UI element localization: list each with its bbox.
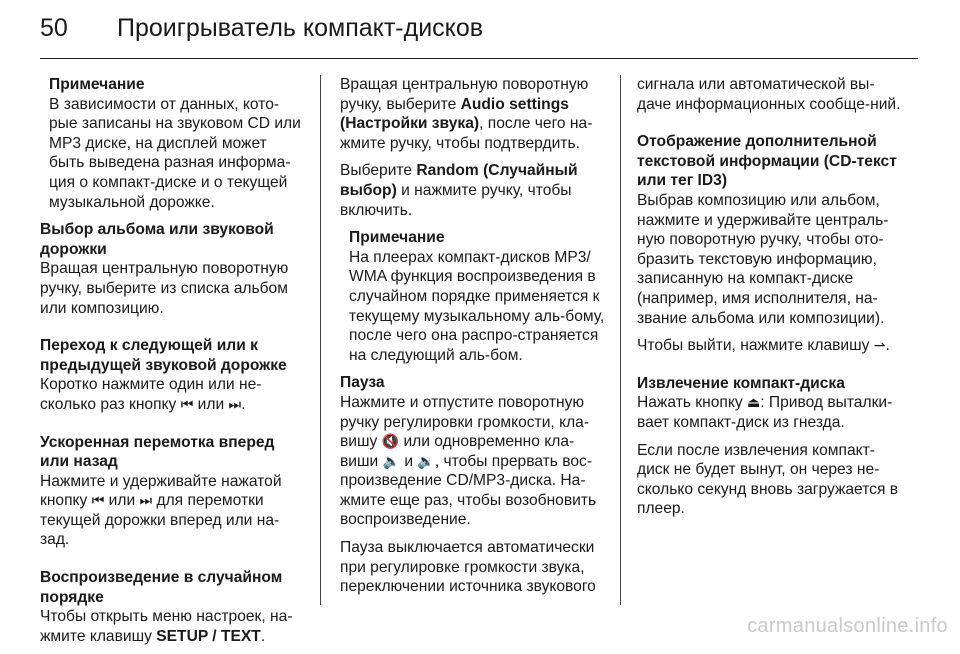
column-divider — [620, 75, 621, 605]
section-fast-forward — [40, 433, 306, 551]
section-title: Извлечение компакт-диска — [637, 374, 845, 392]
back-arrow-icon: ⇀ — [873, 337, 886, 354]
or-text: или — [108, 492, 136, 510]
paragraph — [340, 75, 606, 153]
section-album-select — [40, 220, 306, 318]
key-label: Audio settings (Настройки звука) — [340, 95, 569, 133]
key-label: SETUP / TEXT — [156, 627, 261, 645]
text: Нажать кнопку — [637, 394, 743, 412]
paragraph: сигнала или автоматической вы-даче информационных сообще-ний. — [637, 76, 901, 113]
section-title: Воспроизведение в случайном порядке — [40, 569, 283, 606]
section-text: Коротко нажмите один или не-сколько раз кнопку — [40, 376, 262, 413]
watermark: carmanualsonline.info — [747, 615, 948, 637]
paragraph — [340, 161, 606, 220]
text: , после чего на-жмите ручку, чтобы подтвердить. — [340, 115, 593, 152]
section-title: Переход к следующей или к предыдущей звуковой дорожке — [40, 337, 287, 374]
text: и нажмите ручку, чтобы включить. — [340, 181, 572, 219]
section-text: для перемотки текущей дорожки вперед или на-зад. — [40, 492, 280, 549]
section-text: Выбрав композицию или альбом, нажмите и удерживайте централь-ную поворотную ручку, чтобы ото-бразить текстовую информацию, записанную на компакт-диске (например, имя исполнителя, на-звание альбома или композиции). — [637, 191, 889, 327]
section-random — [40, 568, 306, 646]
note-block — [40, 75, 306, 212]
page-header — [0, 0, 960, 56]
column-3 — [637, 75, 907, 527]
text: или одновременно кла-виши — [340, 433, 575, 470]
mute-icon: 🔇 — [381, 433, 400, 450]
volume-up-icon: 🔈 — [382, 452, 400, 469]
note-block — [340, 228, 606, 365]
page-number: 50 — [40, 14, 68, 42]
header-rule — [40, 58, 918, 59]
section-pause — [340, 373, 606, 530]
skip-forward-icon: ⏭ — [139, 492, 153, 509]
key-label: Random (Случайный выбор) — [340, 162, 578, 199]
section-cd-text — [637, 132, 907, 328]
section-title: Выбор альбома или звуковой дорожки — [40, 221, 274, 258]
text: Нажмите и отпустите поворотную ручку регулировки громкости, кла-вишу — [340, 393, 590, 451]
or-text: или — [197, 395, 225, 413]
note-title: Примечание — [349, 229, 445, 247]
page-title: Проигрыватель компакт-дисков — [117, 14, 484, 42]
skip-back-icon: ⏮ — [91, 492, 105, 509]
volume-down-icon: 🔉 — [417, 452, 435, 469]
text: Вращая центральную поворотную ручку, выберите — [340, 76, 589, 113]
punct: . — [260, 627, 266, 645]
skip-back-icon: ⏮ — [180, 395, 194, 412]
paragraph: Пауза выключается автоматически при регулировке громкости звука, переключении источника звукового — [340, 539, 596, 596]
section-title: Пауза — [340, 374, 385, 392]
column-divider — [320, 75, 321, 605]
text: Выберите — [340, 162, 413, 180]
section-track-skip: Переход к следующей или к предыдущей звуковой дорожке Коротко нажмите один или не-сколько раз кнопку ⏮ или ⏭. — [40, 336, 306, 414]
paragraph: Чтобы выйти, нажмите клавишу ⇀. — [637, 337, 890, 355]
text: , чтобы прервать вос-произведение CD/MP3-диска. На-жмите еще раз, чтобы возобновить воспроизведение. — [340, 452, 597, 529]
text: и — [404, 452, 414, 470]
note-text: В зависимости от данных, кото-рые записаны на звуковом CD или MP3 диске, на дисплей может быть выведена разная информа-ция о компакт-диске и о текущей музыкальной дорожке. — [49, 95, 301, 211]
text: : Привод выталки-вает компакт-диск из гнезда. — [637, 394, 893, 431]
section-text: Чтобы открыть меню настроек, на-жмите клавишу — [40, 608, 293, 645]
note-title: Примечание — [49, 76, 145, 93]
section-title: Ускоренная перемотка вперед или назад — [40, 433, 275, 471]
section-title: Отображение дополнительной текстовой информации (CD-текст или тег ID3) — [637, 133, 897, 190]
text: Чтобы выйти, нажмите клавишу — [637, 337, 870, 355]
column-1 — [40, 75, 306, 654]
paragraph: Если после извлечения компакт-диск не будет вынут, он через не-сколько секунд вновь загружается в плеер. — [637, 441, 899, 518]
section-text: Нажмите и удерживайте нажатой кнопку — [40, 472, 282, 510]
eject-icon: ⏏ — [746, 394, 761, 411]
column-2 — [340, 75, 606, 605]
note-text: На плеерах компакт-дисков MP3/ WMA функция воспроизведения в случайном порядке применяется к текущему музыкальному аль-бому, после чего она распро-страняется на следующий аль-бом. — [349, 248, 605, 364]
section-eject — [637, 374, 907, 433]
section-text: Вращая центральную поворотную ручку, выберите из списка альбом или композицию. — [40, 260, 289, 317]
skip-forward-icon: ⏭ — [228, 395, 242, 412]
